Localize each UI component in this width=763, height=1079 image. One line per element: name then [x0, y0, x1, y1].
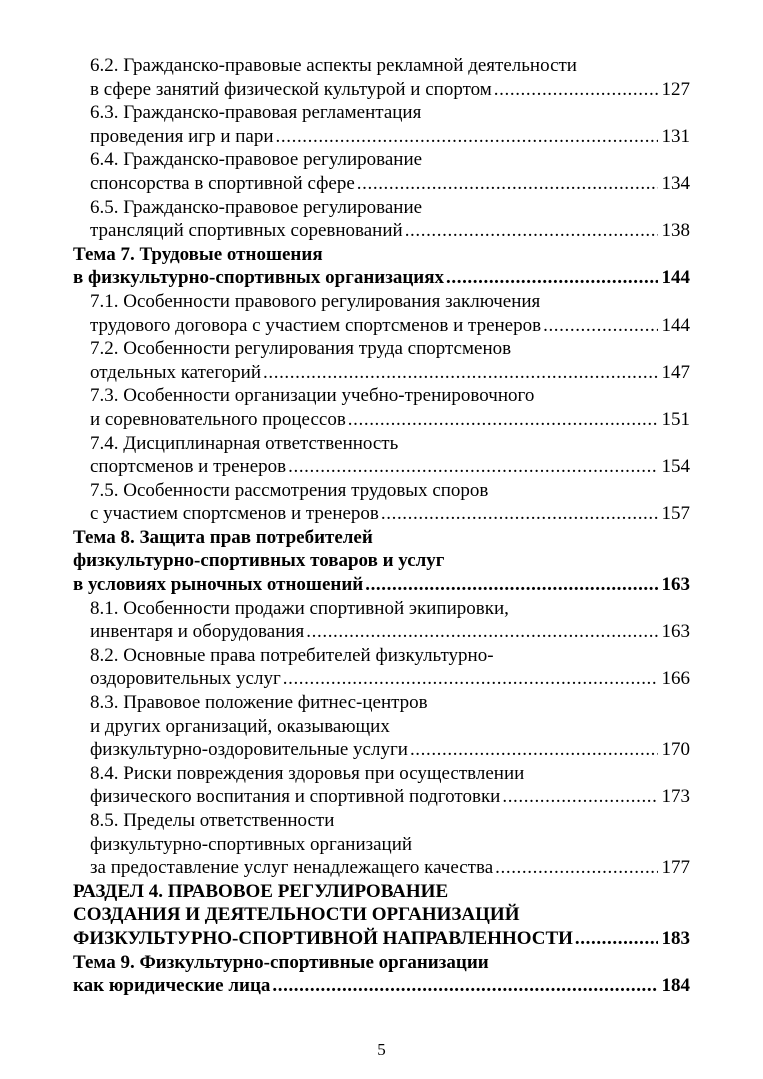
- toc-entry-text: трудового договора с участием спортсменов и тренеров: [90, 314, 542, 336]
- toc-page-number: 173: [661, 786, 690, 808]
- toc-page-number: 144: [661, 267, 690, 289]
- toc-entry-text: 6.3. Гражданско-правовая регламентация: [90, 102, 422, 124]
- toc-line: [73, 408, 690, 432]
- toc-line: [73, 502, 690, 526]
- toc-line: [73, 691, 690, 715]
- toc-entry-text: СОЗДАНИЯ И ДЕЯТЕЛЬНОСТИ ОРГАНИЗАЦИЙ: [73, 904, 520, 926]
- toc-entry-text: ФИЗКУЛЬТУРНО-СПОРТИВНОЙ НАПРАВЛЕННОСТИ: [73, 927, 573, 949]
- toc-line: [73, 573, 690, 597]
- toc-line: [73, 644, 690, 668]
- toc-entry-text: РАЗДЕЛ 4. ПРАВОВОЕ РЕГУЛИРОВАНИЕ: [73, 880, 449, 902]
- toc-line: [73, 78, 690, 102]
- toc-page-number: 163: [661, 621, 690, 643]
- toc-line: [73, 125, 690, 149]
- toc-entry-text: инвентаря и оборудования: [90, 621, 305, 643]
- toc-line: [73, 833, 690, 857]
- dot-leader: [543, 314, 657, 338]
- dot-leader: [446, 266, 657, 290]
- dot-leader: [263, 361, 657, 385]
- toc-page-number: 131: [661, 125, 690, 147]
- dot-leader: [495, 856, 657, 880]
- toc-entry-text: 7.1. Особенности правового регулирования заключения: [90, 290, 541, 312]
- dot-leader: [283, 667, 658, 691]
- toc-entry-text: 7.2. Особенности регулирования труда спортсменов: [90, 338, 512, 360]
- toc-entry-text: за предоставление услуг ненадлежащего качества: [90, 857, 494, 879]
- toc-line: [73, 266, 690, 290]
- toc-entry-text: проведения игр и пари: [90, 125, 274, 147]
- toc-page-number: 177: [661, 857, 690, 879]
- toc-page-number: 147: [661, 361, 690, 383]
- toc-line: [73, 196, 690, 220]
- toc-page-number: 134: [661, 172, 690, 194]
- dot-leader: [288, 455, 657, 479]
- toc-entry-text: физкультурно-спортивных товаров и услуг: [73, 550, 445, 572]
- table-of-contents: [73, 54, 690, 998]
- toc-entry-text: в физкультурно-спортивных организациях: [73, 267, 445, 289]
- toc-line: [73, 243, 690, 267]
- dot-leader: [272, 974, 657, 998]
- toc-line: [73, 951, 690, 975]
- toc-entry-text: отдельных категорий: [90, 361, 262, 383]
- toc-entry-text: 7.5. Особенности рассмотрения трудовых споров: [90, 479, 489, 501]
- toc-line: [73, 715, 690, 739]
- toc-line: [73, 785, 690, 809]
- toc-line: [73, 148, 690, 172]
- toc-entry-text: 8.1. Особенности продажи спортивной экипировки,: [90, 597, 509, 619]
- toc-entry-text: 8.4. Риски повреждения здоровья при осуществлении: [90, 762, 525, 784]
- toc-line: [73, 903, 690, 927]
- toc-line: [73, 432, 690, 456]
- dot-leader: [405, 219, 658, 243]
- toc-entry-text: с участием спортсменов и тренеров: [90, 503, 379, 525]
- toc-entry-text: 6.5. Гражданско-правовое регулирование: [90, 196, 423, 218]
- toc-entry-text: Тема 8. Защита прав потребителей: [73, 526, 373, 548]
- toc-entry-text: 8.5. Пределы ответственности: [90, 810, 335, 831]
- toc-entry-text: 6.4. Гражданско-правовое регулирование: [90, 149, 423, 171]
- toc-page-number: 163: [661, 574, 690, 596]
- toc-entry-text: физкультурно-оздоровительные услуги: [90, 739, 408, 761]
- toc-line: [73, 290, 690, 314]
- toc-entry-text: в условиях рыночных отношений: [73, 574, 364, 596]
- toc-line: [73, 337, 690, 361]
- toc-line: [73, 597, 690, 621]
- toc-line: [73, 738, 690, 762]
- toc-line: [73, 172, 690, 196]
- toc-entry-text: и соревновательного процессов: [90, 408, 346, 430]
- toc-line: [73, 101, 690, 125]
- toc-page-number: 127: [661, 78, 690, 100]
- toc-entry-text: физкультурно-спортивных организаций: [90, 833, 413, 855]
- dot-leader: [365, 573, 657, 597]
- toc-entry-text: 8.2. Основные права потребителей физкультурно-: [90, 644, 494, 666]
- dot-leader: [494, 78, 658, 102]
- dot-leader: [276, 125, 658, 149]
- toc-line: [73, 314, 690, 338]
- toc-page-number: 166: [661, 668, 690, 690]
- toc-line: [73, 620, 690, 644]
- toc-line: [73, 479, 690, 503]
- toc-page-number: 154: [661, 456, 690, 478]
- dot-leader: [502, 785, 657, 809]
- toc-page-number: 184: [661, 975, 690, 997]
- toc-entry-text: трансляций спортивных соревнований: [90, 220, 403, 242]
- toc-entry-text: оздоровительных услуг: [90, 668, 281, 690]
- toc-line: [73, 762, 690, 786]
- toc-entry-text: и других организаций, оказывающих: [90, 715, 390, 737]
- toc-entry-text: Тема 9. Физкультурно-спортивные организации: [73, 951, 489, 973]
- toc-page-number: 170: [661, 739, 690, 761]
- toc-line: [73, 361, 690, 385]
- toc-page-number: 157: [661, 503, 690, 525]
- dot-leader: [357, 172, 658, 196]
- toc-line: [73, 526, 690, 550]
- toc-page-number: 183: [661, 927, 690, 949]
- toc-entry-text: физического воспитания и спортивной подготовки: [90, 786, 501, 808]
- toc-entry-text: 7.4. Дисциплинарная ответственность: [90, 432, 399, 454]
- toc-line: [73, 927, 690, 951]
- toc-entry-text: в сфере занятий физической культурой и спортом: [90, 78, 492, 100]
- toc-line: [73, 54, 690, 78]
- toc-line: [73, 880, 690, 904]
- dot-leader: [410, 738, 658, 762]
- dot-leader: [575, 927, 658, 951]
- toc-entry-text: Тема 7. Трудовые отношения: [73, 243, 323, 265]
- toc-entry-text: 7.3. Особенности организации учебно-тренировочного: [90, 385, 535, 407]
- toc-entry-text: спортсменов и тренеров: [90, 456, 287, 478]
- toc-line: [73, 219, 690, 243]
- toc-page-number: 144: [661, 314, 690, 336]
- toc-line: [73, 974, 690, 998]
- dot-leader: [381, 502, 658, 526]
- toc-page-number: 138: [661, 220, 690, 242]
- dot-leader: [306, 620, 657, 644]
- toc-entry-text: спонсорства в спортивной сфере: [90, 172, 355, 194]
- toc-line: [73, 455, 690, 479]
- toc-entry-text: 6.2. Гражданско-правовые аспекты рекламной деятельности: [90, 55, 577, 76]
- dot-leader: [348, 408, 658, 432]
- toc-entry-text: 8.3. Правовое положение фитнес-центров: [90, 692, 428, 714]
- toc-page-number: 151: [661, 408, 690, 430]
- toc-line: [73, 667, 690, 691]
- toc-line: [73, 856, 690, 880]
- toc-line: [73, 384, 690, 408]
- page-number: 5: [377, 1040, 386, 1059]
- toc-line: [73, 809, 690, 833]
- toc-line: [73, 549, 690, 573]
- toc-entry-text: как юридические лица: [73, 975, 271, 997]
